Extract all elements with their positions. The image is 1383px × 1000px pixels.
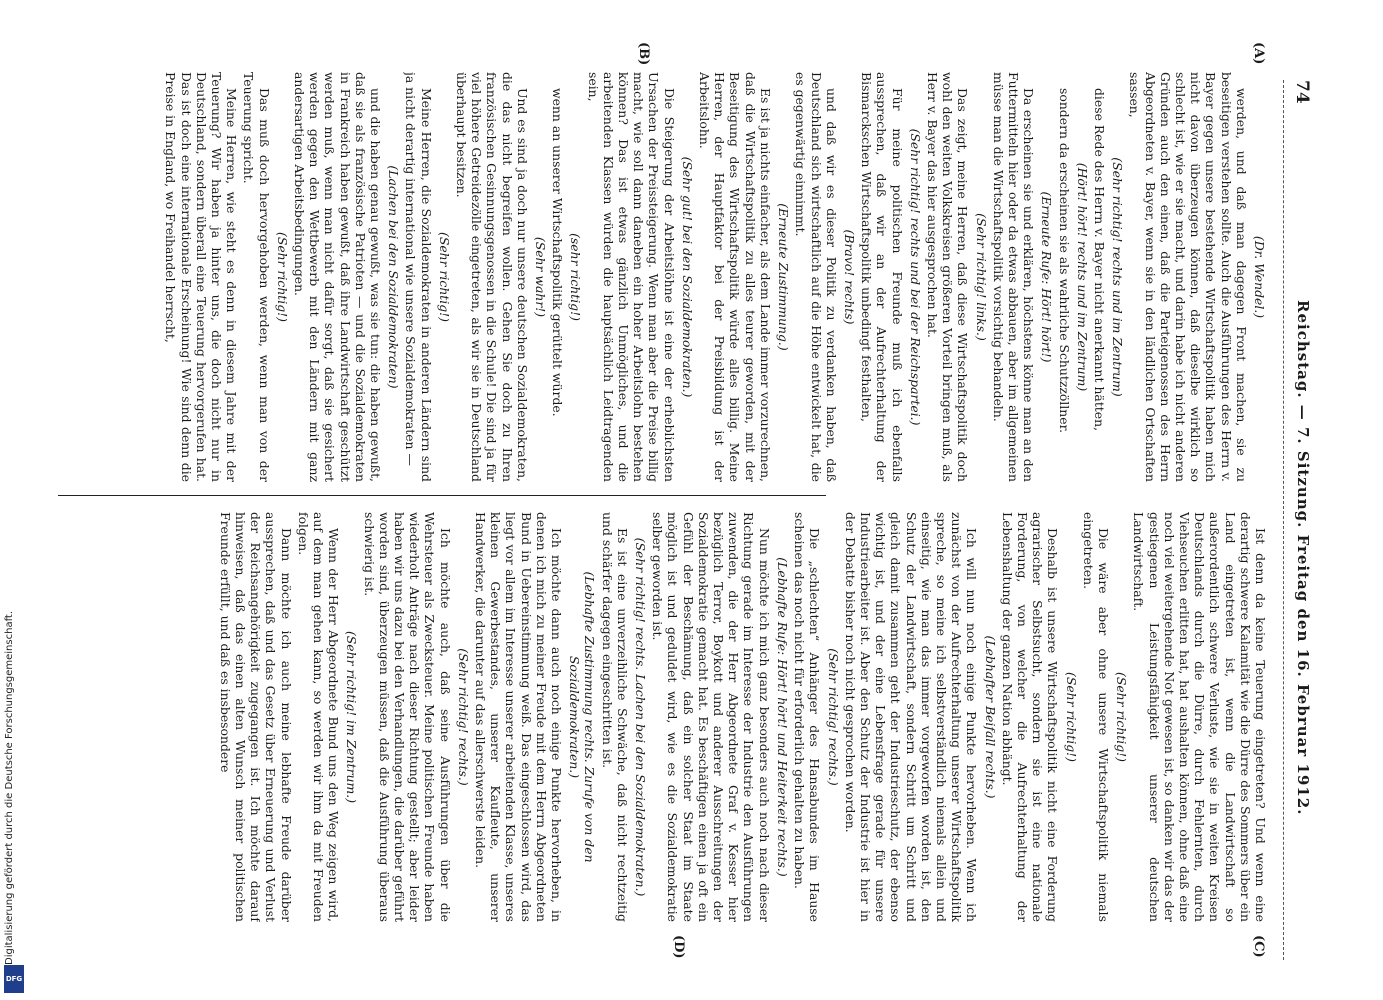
text-column-left bbox=[78, 72, 1268, 482]
paragraph: (Erneute Zustimmung.) bbox=[776, 203, 792, 351]
paragraph: Ich möchte auch, daß seine Ausführungen über die Wehrsteuer als Zwecksteuer. Meine politischen Freunde haben wiederholt Anträge nach dieser Richtung gestellt; aber leider haben wir uns dazu bei den Verhandlungen, die darüber geführt worden sind, überzeugen müssen, daß die Ausführung überaus schwierig ist. bbox=[361, 512, 453, 922]
paragraph: Und es sind ja doch nur unsere deutschen Sozialdemokraten, die das nicht begreifen wollen. Gehen Sie doch zu Ihren französischen Gesinnungsgenossen in die Schule! Die sind ja für viel höhere Getreidezölle eingetreten, als wir sie in Deutschland überhaupt besitzen. bbox=[454, 72, 530, 482]
page-header bbox=[1264, 0, 1324, 1000]
digitization-credit bbox=[4, 445, 24, 965]
margin-marker-d: (D) bbox=[671, 935, 686, 959]
paragraph: (Hört! hört! rechts und im Zentrum) bbox=[1074, 162, 1090, 392]
paragraph: Das zeigt, meine Herren, daß diese Wirtschaftspolitik doch wohl den weiten Volkskreisen größeren Vorteil bringen muß, als Herr v. Bayer das hier ausgesprochen hat. bbox=[924, 72, 971, 482]
paragraph: werden, und daß man dagegen Front machen, sie zu beseitigen verstehen sollte. Auch die Ausführungen des Herrn v. Bayer gegen unsere bestehende Wirtschaftspolitik haben mich nicht davon überzeugen können, daß dieselbe wirklich so schlecht ist, wie er sie macht, und darin habe ich nicht anderen Gründen auch den einen, daß die Parteigenossen des Herrn Abgeordneten v. Bayer, wenn sie in den ländlichen Ortschaften sassen, bbox=[1127, 72, 1249, 482]
paragraph: Es ist eine unverzeihliche Schwäche, daß nicht rechtzeitig und schärfer dagegen eingeschritten ist. bbox=[599, 512, 630, 922]
paragraph: (Sehr richtig!) bbox=[1063, 672, 1079, 762]
paragraph: Ich will nun noch einige Punkte hervorheben. Wenn ich zunächst von der Aufrechterhaltung unserer Wirtschaftspolitik spreche, so meine ich selbstverständlich niemals allein und einseitig, wie man das immer vorgeworfen worden ist, den Schutz der Landwirtschaft, sondern Schritt um Schritt und gleich damit zusammen geht der Industrieschutz, der ebenso wichtig ist, und der eine Lebensfrage gerade für unsere Industriearbeiter ist. Aber den Schutz der Industrie ist hier in der Debatte bisher noch nicht gesprochen worden. bbox=[842, 512, 980, 922]
paragraph: (Sehr gut! bei den Sozialdemokraten.) bbox=[679, 156, 695, 398]
paragraph: Das muß doch hervorgehoben werden, wenn man von der Teuerung spricht. bbox=[241, 72, 272, 482]
margin-marker-a: (A) bbox=[1251, 42, 1266, 65]
page-title: Reichstag. — 7. Sitzung. Freitag den 16. Februar 1912. bbox=[1294, 300, 1312, 816]
paragraph: (Dr. Wendel.) bbox=[1252, 235, 1267, 319]
margin-marker-b: (B) bbox=[636, 42, 651, 66]
paragraph: wenn an unserer Wirtschaftspolitik gerüttelt würde. bbox=[550, 88, 566, 417]
rotated-page-content bbox=[58, 0, 1326, 1000]
paragraph: Meine Herren, die Sozialdemokraten in anderen Ländern sind ja nicht derartig international wie unsere Sozialdemokraten — bbox=[403, 72, 434, 482]
paragraph: (Sehr richtig!) bbox=[274, 232, 290, 322]
paragraph: (Sehr richtig! rechts.) bbox=[455, 648, 471, 786]
paragraph: (Erneute Rufe: Hört! hört!) bbox=[1039, 191, 1055, 363]
paragraph: Die wäre aber ohne unsere Wirtschaftspolitik niemals eingetreten. bbox=[1080, 512, 1111, 922]
margin-marker-c: (C) bbox=[1251, 935, 1266, 958]
paragraph: (Sehr richtig! rechts und bei der Reichspartei.) bbox=[907, 128, 923, 426]
paragraph: Nun möchte ich mich ganz besonders auch noch nach dieser Richtung gerade im Interesse der Industrie den Ausführungen zuwenden, die der Herr Abgeordnete Graf v. Kesser hier bezüglich Terror, Boykott und anderer Ausschreitungen der Sozialdemokratie gemacht hat. Es beschäftigen einen ja oft ein Gefühl der Beschämung, daß ein solcher Staat im Staate möglich ist und geduldet wird, wie es die Sozialdemokratie selber geworden ist. bbox=[650, 512, 772, 922]
paragraph: (Bravo! rechts) bbox=[841, 229, 857, 325]
paragraph: (Lebhafte Zustimmung rechts. Zurufe von den Sozialdemokraten.) bbox=[567, 571, 598, 863]
paragraph: (Lebhafte Rufe: Hört! hört! und Heiterkeit rechts.) bbox=[774, 557, 790, 877]
paragraph: sondern da erscheinen sie als wahrliche Schutzzöllner. bbox=[1056, 88, 1072, 434]
paragraph: (Sehr richtig!) bbox=[1114, 672, 1130, 762]
paragraph: Ist denn da keine Teuerung eingetreten? Und wenn eine derartig schwere Kalamität wie die Dürre des Sommers über ein Land eingetreten ist, wenn die Landwirtschaft so außerordentlich schwere Verluste, wie sie in weiten Kreisen Deutschlands durch die Dürre, durch Fehlernten, durch Viehseuchen erlitten hat, hat aushalten können, ohne daß eine noch viel weitergehende Not gewesen ist, so danken wir das der gestiegenen Leistungsfähigkeit unserer deutschen Landwirtschaft. bbox=[1131, 512, 1268, 922]
paragraph: (sehr richtig!) bbox=[568, 233, 584, 321]
paragraph: (Sehr richtig! rechts.) bbox=[825, 648, 841, 786]
paragraph: Die „schlechten“ Anhänger des Hansabundes im Hause scheinen das noch nicht für erforderlich gehalten zu haben. bbox=[792, 512, 823, 922]
paragraph: Deshalb ist unsere Wirtschaftspolitik nicht eine Forderung agrarischer Selbstsucht, sondern sie ist eine nationale Forderung, von welcher die Aufrechterhaltung der Lebenshaltung der ganzen Nation abhängt. bbox=[999, 512, 1061, 922]
column-divider bbox=[58, 495, 826, 496]
paragraph: (Sehr richtig! links.) bbox=[973, 213, 989, 341]
page-number: 74 bbox=[1292, 80, 1312, 104]
paragraph: Dann möchte ich auch meine lebhafte Freude darüber aussprechen, daß und das Gesetz über Erneuerung und Verlust der Reichsangehörigkeit zugegangen ist. Ich möchte darauf hinweisen, daß das einen alten Wunsch meiner politischen Freunde erfüllt, und daß es insbesondere bbox=[217, 512, 294, 922]
paragraph: (Sehr richtig! rechts. Lachen bei den Sozialdemokraten.) bbox=[633, 537, 649, 897]
paragraph: und die haben genau gewußt, was sie tun: die haben gewußt, daß sie als französische Patrioten — und die Sozialdemokraten in Frankreich haben gewußt, daß ihre Landwirtschaft geschützt werden muß, wenn man nicht dafür sorgt, daß sie gesichert werden gegen den Wettbewerb mit den Ländern mit ganz andersartigen Arbeitsbedingungen. bbox=[292, 72, 384, 482]
paragraph: Es ist ja nichts einfacher, als dem Lande immer vorzurechnen, daß die Wirtschaftspolitik zu alles teurer geworden, mit der Beseitigung des Wirtschaftspolitik würde alles billig. Meine Herren, der Hauptfaktor bei der Preisbildung ist der Arbeitslohn. bbox=[697, 72, 773, 482]
dfg-logo: DFG bbox=[4, 965, 24, 993]
paragraph: (Lachen bei den Sozialdemokraten) bbox=[386, 165, 402, 389]
paragraph: Wenn der Herr Abgeordnete Bund uns den Weg zeigen wird, auf dem man gehen kann, so werden wir ihm da mit Freuden folgen. bbox=[295, 512, 342, 922]
paragraph: (Lebhafter Beifall rechts.) bbox=[982, 635, 998, 799]
paragraph: Meine Herren, wie steht es denn in diesem Jahre mit der Teuerung? Wir haben ja hinter uns, die doch nicht nur in Deutschland, sondern überall eine Teuerung hervorgerufen hat. Das ist doch eine internationale Erscheinung! Wie sind denn die Preise in England, wo Freihandel herrscht, bbox=[163, 72, 240, 482]
header-rule bbox=[1283, 80, 1284, 960]
text-column-right bbox=[78, 512, 1268, 922]
paragraph: (Sehr richtig! im Zentrum.) bbox=[344, 630, 360, 804]
paragraph: (Sehr wahr!) bbox=[533, 236, 549, 318]
paragraph: und daß wir es dieser Politik zu verdanken haben, daß Deutschland sich wirtschaftlich auf die Höhe entwickelt hat, die es gegenwärtig einnimmt. bbox=[793, 72, 839, 482]
credit-text: Digitalisierung gefördert durch die Deutsche Forschungsgemeinschaft. bbox=[4, 610, 15, 965]
scanned-page bbox=[58, 0, 1326, 1000]
paragraph: (Sehr richtig! rechts und im Zentrum) bbox=[1110, 157, 1126, 397]
paragraph: Für meine politischen Freunde muß ich ebenfalls aussprechen, daß wir an der Aufrechterhaltung der Bismarckschen Wirtschaftspolitik unbedingt festhalten, bbox=[859, 72, 905, 482]
paragraph: diese Rede des Herrn v. Bayer nicht anerkannt hätten, bbox=[1091, 88, 1107, 432]
paragraph: Ich möchte dann auch noch einige Punkte hervorheben, in denen ich mich zu meiner Freude mit dem Herrn Abgeordneten Bund in Uebereinstimmung weiß. Das eingeschlossen wird, das liegt vor allem im Interesse unserer arbeitenden Klasse, unseres kleinen Gewerbestandes, unserer Kaufleute, unserer Handwerker, die darunter auf das allerschwerste leiden. bbox=[473, 512, 565, 922]
paragraph: Da erscheinen sie und erklären, höchstens könne man an den Futtermitteln hier oder da etwas abbauen, aber im allgemeinen müsse man die Wirtschaftspolitik vorsichtig behandeln. bbox=[990, 72, 1037, 482]
paragraph: Die Steigerung der Arbeitslöhne ist eine der erheblichsten Ursachen der Preissteigerung. Wenn man aber die Preise billig macht, wie soll dann daneben ein hoher Arbeitslohn bestehen können? Das ist etwas gänzlich Unmögliches, und die arbeitenden Klassen würden die hauptsächlich Leidtragenden sein, bbox=[585, 72, 677, 482]
paragraph: (Sehr richtig!) bbox=[436, 232, 452, 322]
